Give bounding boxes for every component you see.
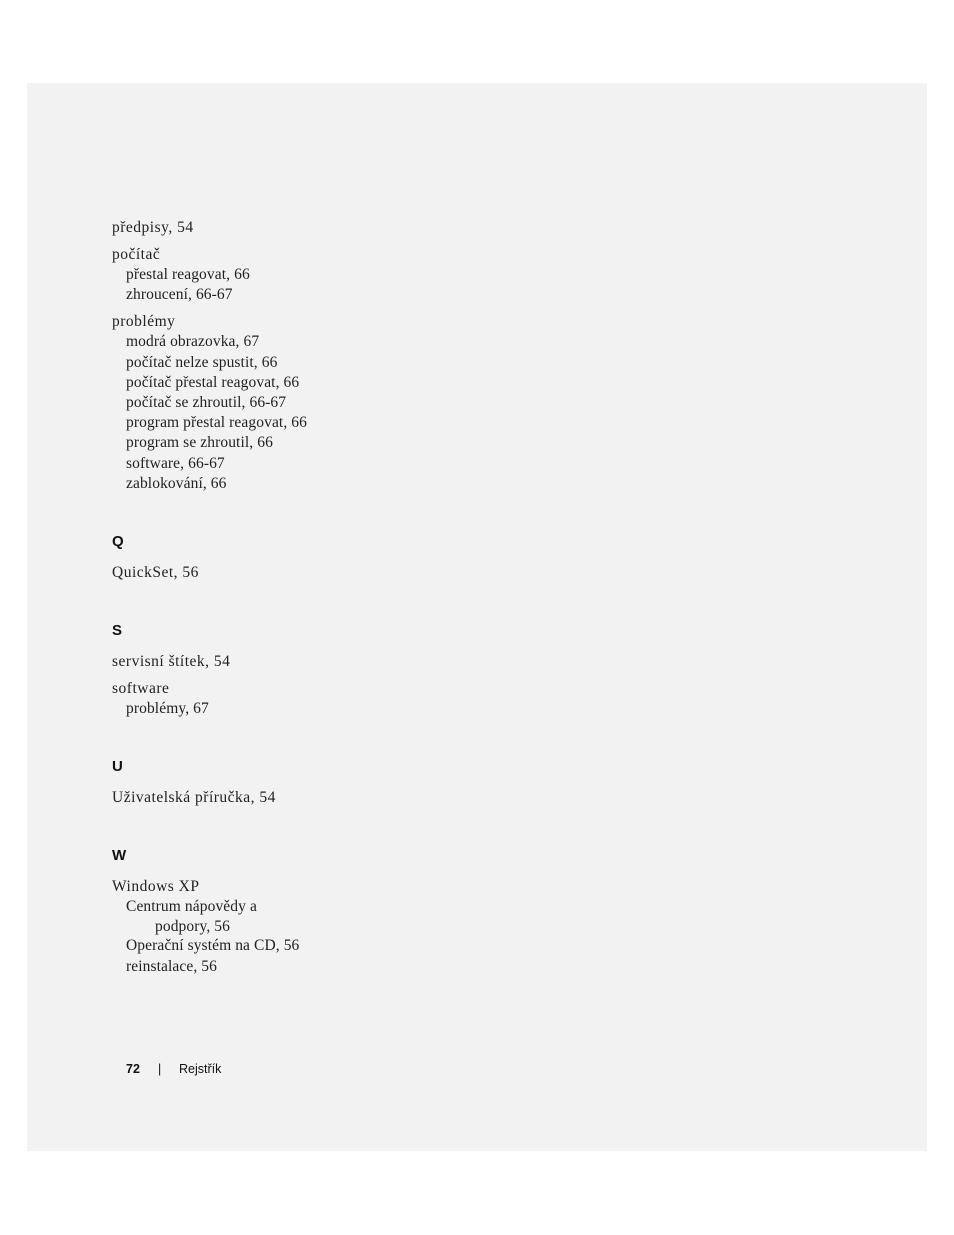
index-term: Windows XP xyxy=(112,878,200,896)
index-term: předpisy, 54 xyxy=(112,219,194,236)
index-subentry: program přestal reagovat, 66 xyxy=(126,414,307,432)
index-letter-heading: W xyxy=(112,847,127,865)
index-letter-heading: Q xyxy=(112,533,124,551)
index-subentry: software, 66-67 xyxy=(126,454,225,472)
index-entry xyxy=(112,652,432,672)
index-subentry: přestal reagovat, 66 xyxy=(126,266,250,283)
index-subentry: počítač přestal reagovat, 66 xyxy=(126,373,300,391)
index-letter-heading: S xyxy=(112,622,123,640)
index-letter-heading: U xyxy=(112,758,123,776)
index-subentry: zhroucení, 66-67 xyxy=(126,286,233,304)
index-subentry: Operační systém na CD, 56 xyxy=(126,937,300,955)
index-subentry: program se zhroutil, 66 xyxy=(126,434,273,452)
footer-title: Rejstřík xyxy=(179,1062,222,1076)
footer-separator: | xyxy=(158,1062,162,1076)
index-subentry: počítač nelze spustit, 66 xyxy=(126,353,278,371)
page-footer xyxy=(0,1062,954,1082)
index-term: servisní štítek, 54 xyxy=(112,653,231,671)
index-term: QuickSet, 56 xyxy=(112,564,199,582)
index-subentry: reinstalace, 56 xyxy=(126,957,218,975)
index-entry xyxy=(112,563,432,583)
index-term: software xyxy=(112,680,170,698)
index-entry xyxy=(112,788,432,808)
index-entry xyxy=(112,679,432,719)
index-subentry xyxy=(112,897,432,936)
index-entry xyxy=(112,245,432,305)
index-subentry: počítač se zhroutil, 66-67 xyxy=(126,394,287,412)
index-entry xyxy=(112,312,432,494)
index-subentry-continuation: podpory, 56 xyxy=(155,918,231,936)
index-term: počítač xyxy=(112,246,161,263)
index-term: problémy xyxy=(112,313,176,331)
index-entry xyxy=(112,218,432,238)
index-entry xyxy=(112,877,432,977)
index-subentry-text: Centrum nápovědy a xyxy=(126,898,257,916)
index-subentry: problémy, 67 xyxy=(126,700,209,718)
index-subentry: modrá obrazovka, 67 xyxy=(126,333,260,351)
index-subentry: zablokování, 66 xyxy=(126,474,227,492)
index-list xyxy=(112,218,432,977)
index-term: Uživatelská příručka, 54 xyxy=(112,789,276,807)
page-number: 72 xyxy=(126,1062,140,1076)
